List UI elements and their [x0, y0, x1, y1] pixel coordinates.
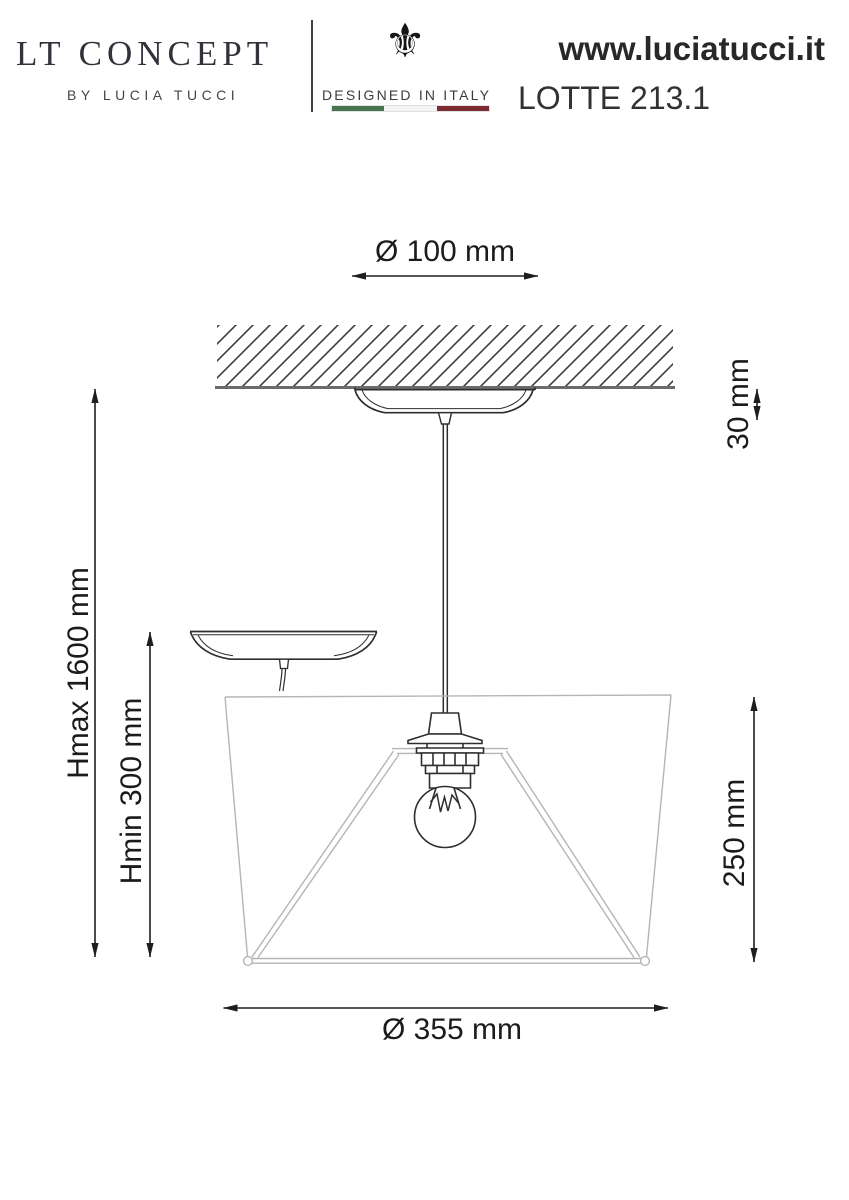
model-number: LOTTE 213.1: [518, 80, 711, 116]
dim-height-max-label: Hmax 1600 mm: [62, 567, 95, 779]
ceiling: [215, 325, 675, 388]
brand-subtitle: BY LUCIA TUCCI: [67, 87, 240, 103]
dim-shade-diameter: [224, 1008, 669, 1046]
website-url: www.luciatucci.it: [558, 30, 825, 67]
dim-shade-height-label: 250 mm: [718, 778, 751, 888]
brand-logo: LT CONCEPT: [16, 34, 274, 73]
ceiling-hatch: [217, 325, 673, 386]
dim-canopy-diameter: [352, 235, 538, 276]
light-bulb: [415, 787, 476, 848]
canopy-side-view: [190, 632, 377, 692]
dim-canopy-diameter-label: Ø 100 mm: [374, 235, 516, 268]
dim-canopy-height-label: 30 mm: [722, 358, 755, 450]
dim-shade-height: [718, 697, 754, 962]
pendant-cord: [443, 424, 447, 713]
designed-in-italy-label: DESIGNED IN ITALY: [322, 87, 492, 103]
dim-height-max: [62, 389, 95, 957]
dim-shade-diameter-label: Ø 355 mm: [381, 1013, 523, 1046]
fleur-de-lis-icon: ⚜: [384, 14, 427, 69]
canopy-front-view: [355, 388, 535, 425]
dim-canopy-height: [722, 358, 757, 450]
lamp-holder: [408, 713, 484, 788]
dim-height-min-label: Hmin 300 mm: [115, 697, 148, 885]
dim-height-min: [115, 632, 150, 957]
